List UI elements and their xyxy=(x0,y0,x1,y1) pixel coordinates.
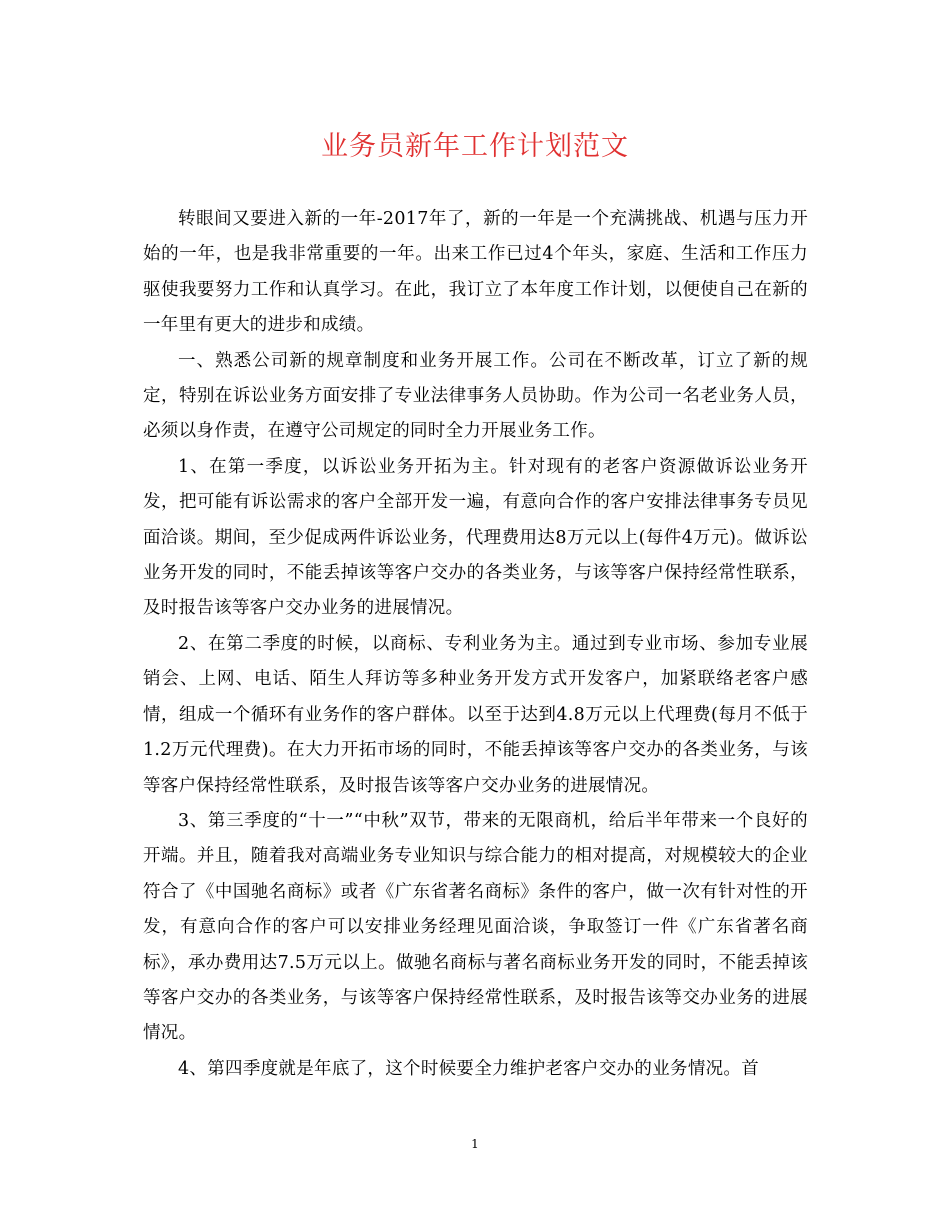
paragraph-q3: 3、第三季度的“十一”“中秋”双节，带来的无限商机，给后半年带来一个良好的开端。并且，随着我对高端业务专业知识与综合能力的相对提高，对规模较大的企业符合了《中国驰名商标》或者《广东省著名商标》条件的客户，做一次有针对性的开发，有意向合作的客户可以安排业务经理见面洽谈，争取签订一件《广东省著名商标》，承办费用达7.5万元以上。做驰名商标与著名商标业务开发的同时，不能丢掉该等客户交办的各类业务，与该等客户保持经常性联系，及时报告该等交办业务的进展情况。 xyxy=(143,810,808,1044)
page-number: 1 xyxy=(471,1137,479,1151)
document-body xyxy=(143,202,808,1087)
document-title: 业务员新年工作计划范文 xyxy=(321,131,629,162)
paragraph-intro: 转眼间又要进入新的一年-2017年了，新的一年是一个充满挑战、机遇与压力开始的一年，也是我非常重要的一年。出来工作已过4个年头，家庭、生活和工作压力驱使我要努力工作和认真学习。在此，我订立了本年度工作计划，以便使自己在新的一年里有更大的进步和成绩。 xyxy=(143,209,808,336)
paragraph-q4: 4、第四季度就是年底了，这个时候要全力维护老客户交办的业务情况。首 xyxy=(178,1058,760,1079)
paragraph-section-one: 一、熟悉公司新的规章制度和业务开展工作。公司在不断改革，订立了新的规定，特别在诉讼业务方面安排了专业法律事务人员协助。作为公司一名老业务人员，必须以身作责，在遵守公司规定的同时全力开展业务工作。 xyxy=(143,350,808,442)
paragraph-q2: 2、在第二季度的时候，以商标、专利业务为主。通过到专业市场、参加专业展销会、上网、电话、陌生人拜访等多种业务开发方式开发客户，加紧联络老客户感情，组成一个循环有业务作的客户群体。以至于达到4.8万元以上代理费(每月不低于1.2万元代理费)。在大力开拓市场的同时，不能丢掉该等客户交办的各类业务，与该等客户保持经常性联系，及时报告该等客户交办业务的进展情况。 xyxy=(143,633,808,796)
paragraph-q1: 1、在第一季度，以诉讼业务开拓为主。针对现有的老客户资源做诉讼业务开发，把可能有诉讼需求的客户全部开发一遍，有意向合作的客户安排法律事务专员见面洽谈。期间，至少促成两件诉讼业务，代理费用达8万元以上(每件4万元)。做诉讼业务开发的同时，不能丢掉该等客户交办的各类业务，与该等客户保持经常性联系，及时报告该等客户交办业务的进展情况。 xyxy=(143,456,808,619)
